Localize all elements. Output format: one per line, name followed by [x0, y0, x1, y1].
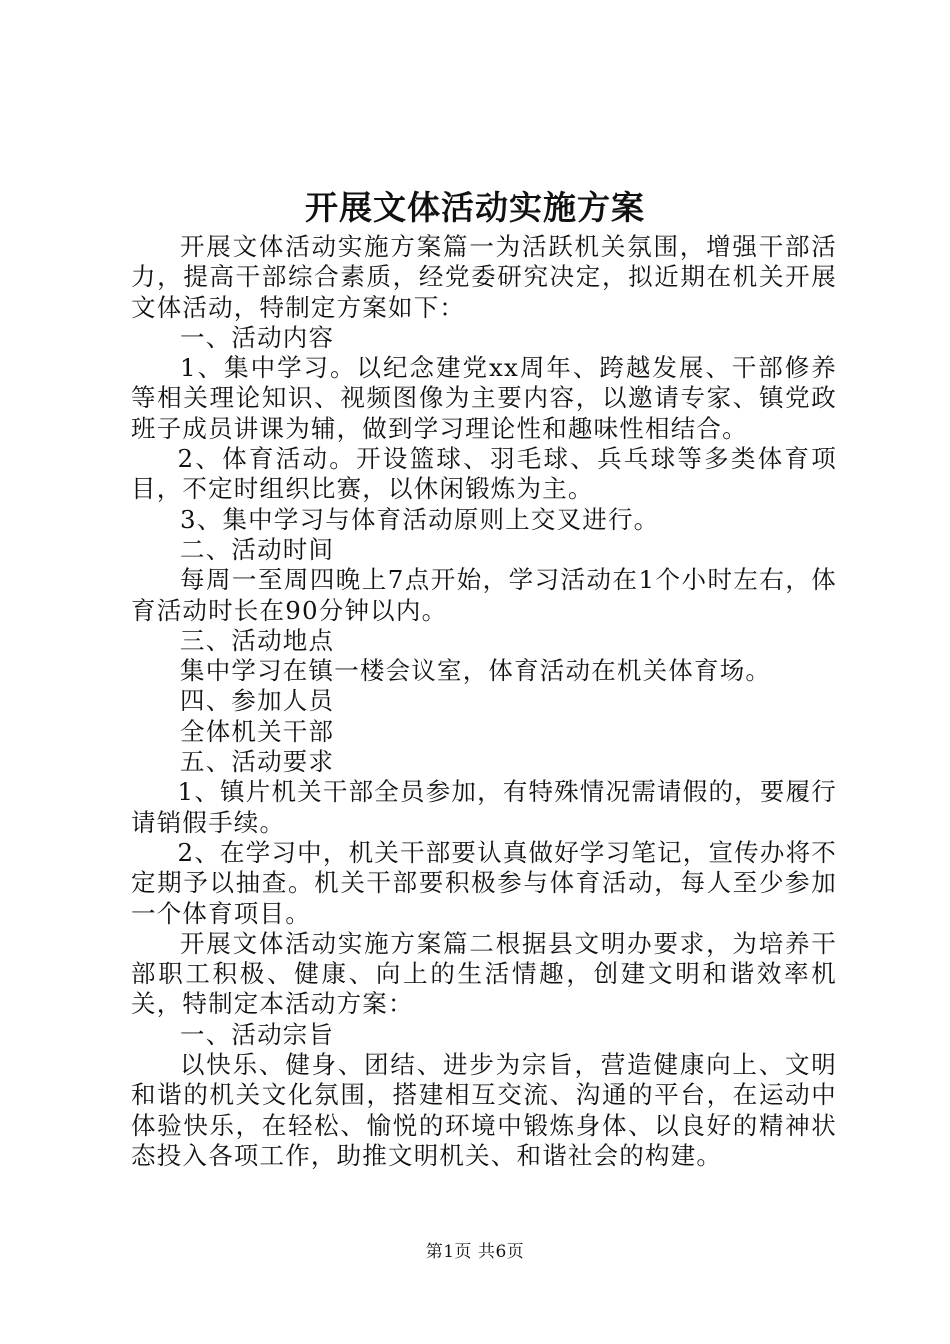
document-title: 开展文体活动实施方案	[305, 188, 645, 227]
paragraph-purpose: 以快乐、健身、团结、进步为宗旨，营造健康向上、文明和谐的机关文化氛围，搭建相互交流、沟通的平台，在运动中体验快乐，在轻松、愉悦的环境中锻炼身体、以良好的精神状态投入各项工作，助推文明机关、和谐社会的构建。	[131, 1050, 837, 1170]
paragraph-requirement-1: 1、镇片机关干部全员参加，有特殊情况需请假的，要履行请销假手续。	[131, 777, 837, 837]
section-heading-purpose: 一、活动宗旨	[180, 1019, 335, 1049]
section-heading-participants: 四、参加人员	[180, 686, 335, 716]
section-heading-requirements: 五、活动要求	[180, 747, 335, 777]
paragraph-item-alternate: 3、集中学习与体育活动原则上交叉进行。	[180, 504, 660, 534]
section-heading-location: 三、活动地点	[180, 625, 335, 655]
document-body	[131, 232, 837, 1171]
section-heading-content: 一、活动内容	[180, 322, 335, 352]
paragraph-participants: 全体机关干部	[180, 716, 335, 746]
paragraph-intro-2: 开展文体活动实施方案篇二根据县文明办要求，为培养干部职工积极、健康、向上的生活情趣，创建文明和谐效率机关，特制定本活动方案：	[131, 928, 837, 1019]
paragraph-requirement-2: 2、在学习中，机关干部要认真做好学习笔记，宣传办将不定期予以抽查。机关干部要积极参与体育活动，每人至少参加一个体育项目。	[131, 837, 837, 928]
paragraph-location: 集中学习在镇一楼会议室，体育活动在机关体育场。	[180, 656, 772, 686]
paragraph-item-study: 1、集中学习。以纪念建党xx周年、跨越发展、干部修养等相关理论知识、视频图像为主要内容，以邀请专家、镇党政班子成员讲课为辅，做到学习理论性和趣味性相结合。	[131, 353, 837, 443]
section-heading-time: 二、活动时间	[180, 534, 335, 564]
page-indicator: 第1页 共6页	[425, 1242, 525, 1262]
paragraph-item-sports: 2、体育活动。开设篮球、羽毛球、兵乓球等多类体育项目，不定时组织比赛，以休闲锻炼为主。	[131, 444, 837, 504]
paragraph-intro-1: 开展文体活动实施方案篇一为活跃机关氛围，增强干部活力，提高干部综合素质，经党委研究决定，拟近期在机关开展文体活动，特制定方案如下：	[131, 232, 837, 322]
paragraph-time: 每周一至周四晚上7点开始，学习活动在1个小时左右，体育活动时长在90分钟以内。	[131, 565, 837, 625]
